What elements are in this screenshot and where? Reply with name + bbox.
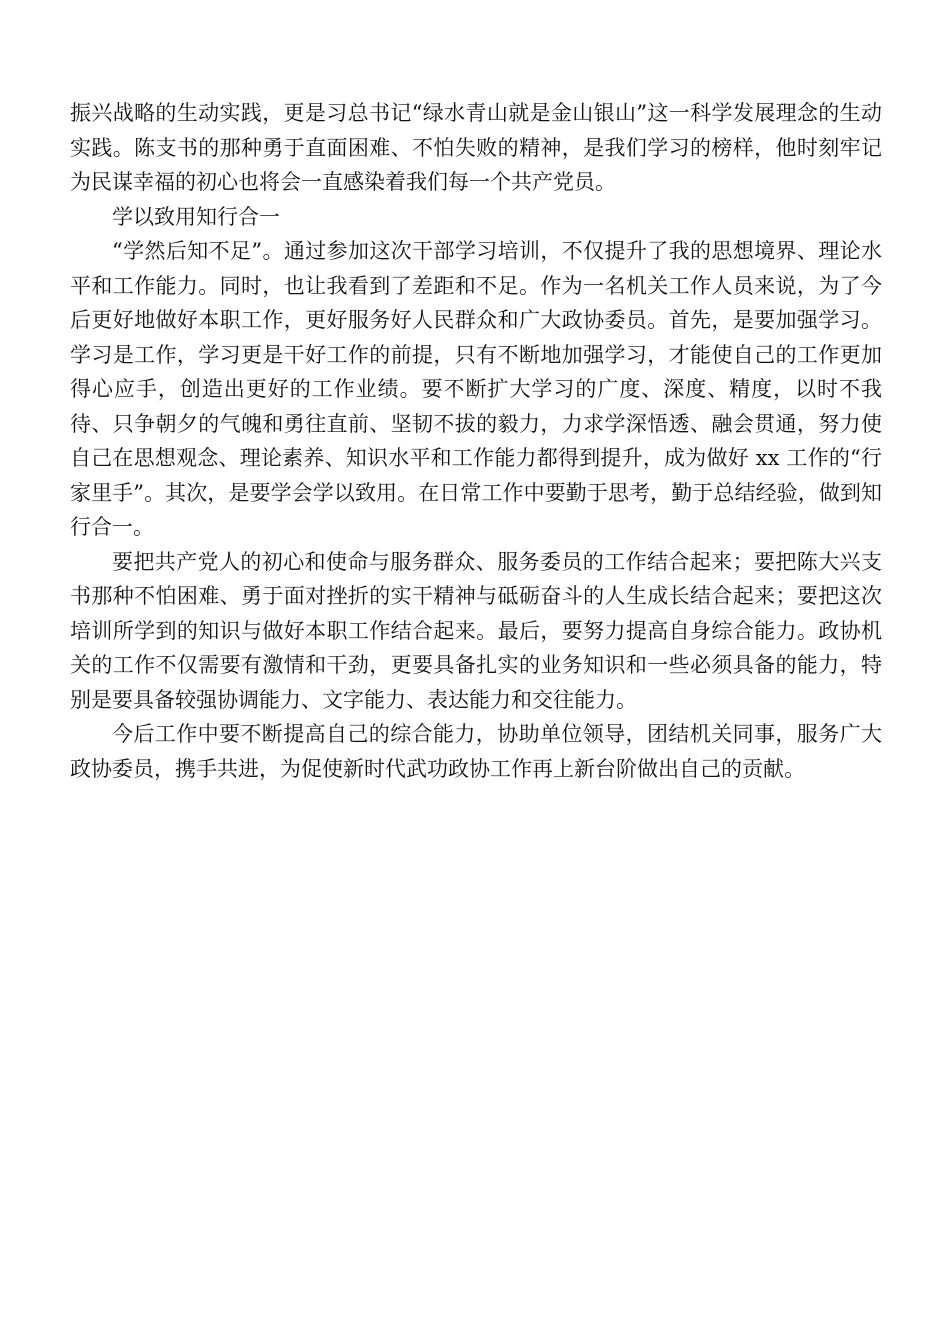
document-page <box>70 96 882 786</box>
paragraph-future: 今后工作中要不断提高自己的综合能力，协助单位领导，团结机关同事，服务广大政协委员，携手共进，为促使新时代武功政协工作再上新台阶做出自己的贡献。 <box>70 722 882 781</box>
paragraph-learning: “学然后知不足”。通过参加这次干部学习培训，不仅提升了我的思想境界、理论水平和工作能力。同时，也让我看到了差距和不足。作为一名机关工作人员来说，为了今后更好地做好本职工作，更好服务好人民群众和广大政协委员。首先，是要加强学习。学习是工作，学习更是干好工作的前提，只有不断地加强学习，才能使自己的工作更加得心应手，创造出更好的工作业绩。要不断扩大学习的广度、深度、精度，以时不我待、只争朝夕的气魄和勇往直前、坚韧不拔的毅力，力求学深悟透、融会贯通，努力使自己在思想观念、理论素养、知识水平和工作能力都得到提升，成为做好 xx 工作的“行家里手”。其次，是要学会学以致用。在日常工作中要勤于思考，勤于总结经验，做到知行合一。 <box>70 239 882 539</box>
paragraph-combine: 要把共产党人的初心和使命与服务群众、服务委员的工作结合起来；要把陈大兴支书那种不怕困难、勇于面对挫折的实干精神与砥砺奋斗的人生成长结合起来；要把这次培训所学到的知识与做好本职工作结合起来。最后，要努力提高自身综合能力。政协机关的工作不仅需要有激情和干劲，更要具备扎实的业务知识和一些必须具备的能力，特别是要具备较强协调能力、文字能力、表达能力和交往能力。 <box>70 549 882 712</box>
paragraph-continuation: 振兴战略的生动实践，更是习总书记“绿水青山就是金山银山”这一科学发展理念的生动实践。陈支书的那种勇于直面困难、不怕失败的精神，是我们学习的榜样，他时刻牢记为民谋幸福的初心也将会一直感染着我们每一个共产党员。 <box>70 101 882 194</box>
section-heading: 学以致用知行合一 <box>112 204 280 229</box>
